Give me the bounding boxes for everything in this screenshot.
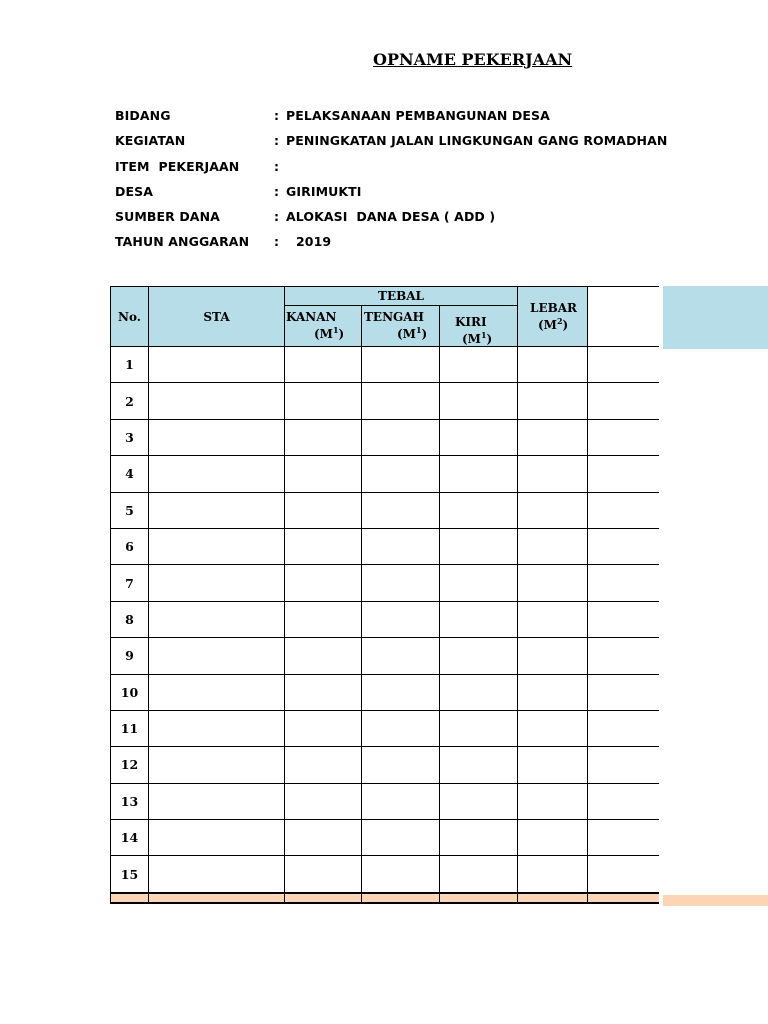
- info-value: PENINGKATAN JALAN LINGKUNGAN GANG ROMADHAN: [286, 133, 668, 149]
- cell-kanan[interactable]: [285, 820, 362, 856]
- unit-sup: 1: [415, 325, 422, 335]
- info-colon: :: [274, 133, 280, 149]
- table-row: [111, 783, 659, 819]
- cell-kanan[interactable]: [285, 856, 362, 893]
- cell-extra[interactable]: [588, 674, 659, 710]
- unit-text: (M: [397, 327, 416, 341]
- cell-tengah[interactable]: [362, 565, 440, 601]
- cell-lebar[interactable]: [518, 383, 588, 419]
- footer-cell: [149, 893, 285, 903]
- cell-tengah[interactable]: [362, 456, 440, 492]
- cell-kanan[interactable]: [285, 710, 362, 746]
- header-fill-overflow: [663, 286, 768, 349]
- info-label: KEGIATAN: [115, 133, 186, 149]
- table-row: [111, 456, 659, 492]
- info-value: PELAKSANAAN PEMBANGUNAN DESA: [286, 108, 550, 123]
- info-row-tahun-anggaran: [115, 234, 715, 259]
- cell-sta[interactable]: [149, 783, 285, 819]
- cell-lebar[interactable]: [518, 674, 588, 710]
- info-row-desa: [115, 184, 715, 209]
- cell-kanan[interactable]: [285, 383, 362, 419]
- table-row: [111, 492, 659, 528]
- cell-tengah[interactable]: [362, 347, 440, 383]
- header-extra: [588, 287, 659, 347]
- cell-tengah[interactable]: [362, 528, 440, 564]
- cell-kanan[interactable]: [285, 747, 362, 783]
- header-kanan: [285, 306, 362, 347]
- row-number: 6: [111, 528, 149, 564]
- row-number: 1: [111, 347, 149, 383]
- info-label: SUMBER DANA: [115, 209, 220, 225]
- unit-text: (M: [538, 317, 557, 332]
- cell-lebar[interactable]: [518, 783, 588, 819]
- page-title: OPNAME PEKERJAAN: [373, 50, 573, 69]
- cell-tengah[interactable]: [362, 856, 440, 893]
- cell-kanan[interactable]: [285, 674, 362, 710]
- table-row: [111, 601, 659, 637]
- cell-extra[interactable]: [588, 492, 659, 528]
- row-number: 12: [111, 747, 149, 783]
- row-number: 11: [111, 710, 149, 746]
- cell-kanan[interactable]: [285, 783, 362, 819]
- cell-kiri[interactable]: [440, 856, 518, 893]
- cell-sta[interactable]: [149, 528, 285, 564]
- info-row-bidang: [115, 108, 715, 133]
- cell-extra[interactable]: [588, 383, 659, 419]
- cell-kanan[interactable]: [285, 347, 362, 383]
- header-tengah: [362, 306, 440, 347]
- cell-extra[interactable]: [588, 347, 659, 383]
- cell-sta[interactable]: [149, 419, 285, 455]
- row-number: 9: [111, 638, 149, 674]
- footer-cell: [285, 893, 362, 903]
- unit-close: ): [338, 327, 345, 341]
- footer-fill-overflow: [663, 895, 768, 906]
- cell-kiri[interactable]: [440, 419, 518, 455]
- cell-sta[interactable]: [149, 710, 285, 746]
- cell-tengah[interactable]: [362, 674, 440, 710]
- table-row: [111, 747, 659, 783]
- cell-sta[interactable]: [149, 456, 285, 492]
- cell-tengah[interactable]: [362, 419, 440, 455]
- unit-sup: 1: [480, 330, 487, 340]
- header-lebar-label: LEBAR: [530, 300, 578, 315]
- header-lebar: [518, 287, 588, 347]
- cell-extra[interactable]: [588, 856, 659, 893]
- header-tebal: TEBAL: [285, 287, 518, 306]
- unit-text: (M: [462, 332, 481, 346]
- cell-lebar[interactable]: [518, 565, 588, 601]
- table-row: [111, 710, 659, 746]
- cell-tengah[interactable]: [362, 492, 440, 528]
- cell-sta[interactable]: [149, 565, 285, 601]
- row-number: 4: [111, 456, 149, 492]
- row-number: 2: [111, 383, 149, 419]
- cell-extra[interactable]: [588, 419, 659, 455]
- table-row: [111, 565, 659, 601]
- table-row: [111, 674, 659, 710]
- footer-cell: [518, 893, 588, 903]
- cell-kanan[interactable]: [285, 456, 362, 492]
- cell-kiri[interactable]: [440, 347, 518, 383]
- header-kiri: [440, 306, 518, 347]
- table-row: [111, 383, 659, 419]
- header-kanan-label: KANAN: [286, 310, 337, 324]
- info-value: GIRIMUKTI: [286, 183, 362, 199]
- table-row: [111, 347, 659, 383]
- cell-sta[interactable]: [149, 383, 285, 419]
- header-sta: STA: [149, 287, 285, 347]
- info-colon: :: [274, 108, 280, 123]
- cell-kiri[interactable]: [440, 456, 518, 492]
- table-row: [111, 856, 659, 893]
- cell-lebar[interactable]: [518, 856, 588, 893]
- table-row: [111, 528, 659, 564]
- header-kanan-unit: [285, 324, 361, 341]
- row-number: 5: [111, 492, 149, 528]
- header-tengah-unit: [362, 324, 439, 341]
- cell-kiri[interactable]: [440, 747, 518, 783]
- cell-lebar[interactable]: [518, 528, 588, 564]
- info-colon: :: [274, 183, 280, 199]
- row-number: 13: [111, 783, 149, 819]
- unit-close: ): [562, 317, 569, 332]
- row-number: 10: [111, 674, 149, 710]
- cell-kiri[interactable]: [440, 528, 518, 564]
- cell-lebar[interactable]: [518, 419, 588, 455]
- cell-lebar[interactable]: [518, 820, 588, 856]
- cell-kanan[interactable]: [285, 601, 362, 637]
- cell-lebar[interactable]: [518, 456, 588, 492]
- cell-tengah[interactable]: [362, 383, 440, 419]
- info-row-kegiatan: [115, 133, 715, 158]
- cell-kiri[interactable]: [440, 383, 518, 419]
- cell-kanan[interactable]: [285, 419, 362, 455]
- info-colon: :: [274, 158, 280, 174]
- cell-tengah[interactable]: [362, 747, 440, 783]
- cell-extra[interactable]: [588, 528, 659, 564]
- cell-kiri[interactable]: [440, 674, 518, 710]
- cell-kanan[interactable]: [285, 528, 362, 564]
- info-value: ALOKASI DANA DESA ( ADD ): [286, 209, 496, 225]
- unit-sup: 2: [556, 315, 563, 326]
- cell-sta[interactable]: [149, 492, 285, 528]
- row-number: 8: [111, 601, 149, 637]
- row-number: 7: [111, 565, 149, 601]
- cell-lebar[interactable]: [518, 638, 588, 674]
- table-row: [111, 820, 659, 856]
- row-number: 3: [111, 419, 149, 455]
- header-kiri-label: KIRI: [455, 315, 487, 329]
- cell-extra[interactable]: [588, 456, 659, 492]
- row-number: 15: [111, 856, 149, 893]
- cell-extra[interactable]: [588, 565, 659, 601]
- header-kiri-unit: [440, 329, 517, 346]
- info-value: 2019: [296, 234, 332, 250]
- footer-cell: [111, 893, 149, 903]
- cell-sta[interactable]: [149, 747, 285, 783]
- cell-kiri[interactable]: [440, 710, 518, 746]
- cell-extra[interactable]: [588, 601, 659, 637]
- cell-lebar[interactable]: [518, 747, 588, 783]
- cell-tengah[interactable]: [362, 710, 440, 746]
- header-tengah-label: TENGAH: [364, 310, 424, 324]
- cell-lebar[interactable]: [518, 710, 588, 746]
- unit-sup: 1: [332, 325, 339, 335]
- cell-sta[interactable]: [149, 638, 285, 674]
- cell-lebar[interactable]: [518, 347, 588, 383]
- info-colon: :: [274, 234, 280, 250]
- opname-table: [110, 286, 659, 904]
- cell-kiri[interactable]: [440, 601, 518, 637]
- cell-sta[interactable]: [149, 601, 285, 637]
- info-label: BIDANG: [115, 108, 171, 123]
- cell-extra[interactable]: [588, 747, 659, 783]
- footer-cell: [362, 893, 440, 903]
- cell-tengah[interactable]: [362, 601, 440, 637]
- footer-cell: [588, 893, 659, 903]
- info-label: ITEM PEKERJAAN: [115, 158, 240, 174]
- cell-extra[interactable]: [588, 710, 659, 746]
- info-label: TAHUN ANGGARAN: [115, 234, 250, 250]
- cell-extra[interactable]: [588, 820, 659, 856]
- cell-tengah[interactable]: [362, 783, 440, 819]
- cell-kanan[interactable]: [285, 638, 362, 674]
- cell-kanan[interactable]: [285, 565, 362, 601]
- cell-tengah[interactable]: [362, 820, 440, 856]
- info-row-sumber-dana: [115, 209, 715, 234]
- unit-close: ): [486, 332, 493, 346]
- info-colon: :: [274, 209, 280, 225]
- table-footer-row: [111, 893, 659, 903]
- row-number: 14: [111, 820, 149, 856]
- cell-sta[interactable]: [149, 674, 285, 710]
- cell-extra[interactable]: [588, 783, 659, 819]
- info-label: DESA: [115, 183, 153, 199]
- cell-kiri[interactable]: [440, 638, 518, 674]
- cell-sta[interactable]: [149, 347, 285, 383]
- cell-sta[interactable]: [149, 856, 285, 893]
- cell-kiri[interactable]: [440, 783, 518, 819]
- table-row: [111, 419, 659, 455]
- info-row-item-pekerjaan: [115, 159, 715, 184]
- cell-tengah[interactable]: [362, 638, 440, 674]
- cell-lebar[interactable]: [518, 601, 588, 637]
- header-lebar-unit: [518, 315, 587, 332]
- unit-close: ): [421, 327, 428, 341]
- cell-extra[interactable]: [588, 638, 659, 674]
- cell-lebar[interactable]: [518, 492, 588, 528]
- footer-cell: [440, 893, 518, 903]
- header-no: No.: [111, 287, 149, 347]
- info-block: [115, 108, 715, 260]
- cell-kanan[interactable]: [285, 492, 362, 528]
- unit-text: (M: [314, 327, 333, 341]
- cell-kiri[interactable]: [440, 492, 518, 528]
- table-row: [111, 638, 659, 674]
- cell-sta[interactable]: [149, 820, 285, 856]
- cell-kiri[interactable]: [440, 565, 518, 601]
- cell-kiri[interactable]: [440, 820, 518, 856]
